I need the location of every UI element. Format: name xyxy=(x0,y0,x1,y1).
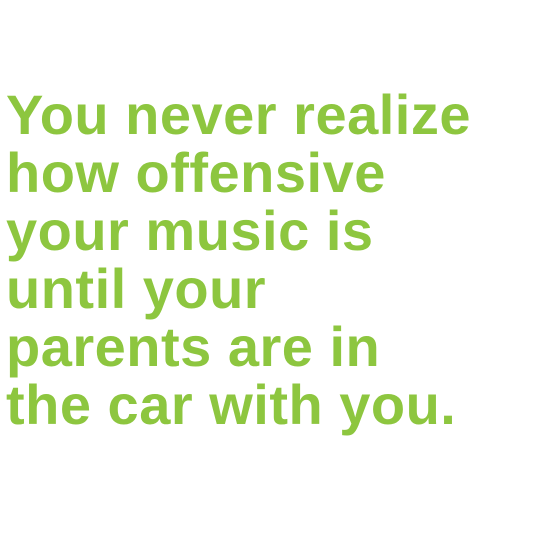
quote-line-4: until your xyxy=(6,257,267,320)
quote-line-2: how offensive xyxy=(6,141,386,204)
quote-line-3: your music is xyxy=(6,199,374,262)
quote-line-1: You never realize xyxy=(6,83,472,146)
quote-line-6: the car with you. xyxy=(6,373,457,436)
quote-text-block xyxy=(6,83,551,436)
quote-line-5: parents are in xyxy=(6,315,381,378)
